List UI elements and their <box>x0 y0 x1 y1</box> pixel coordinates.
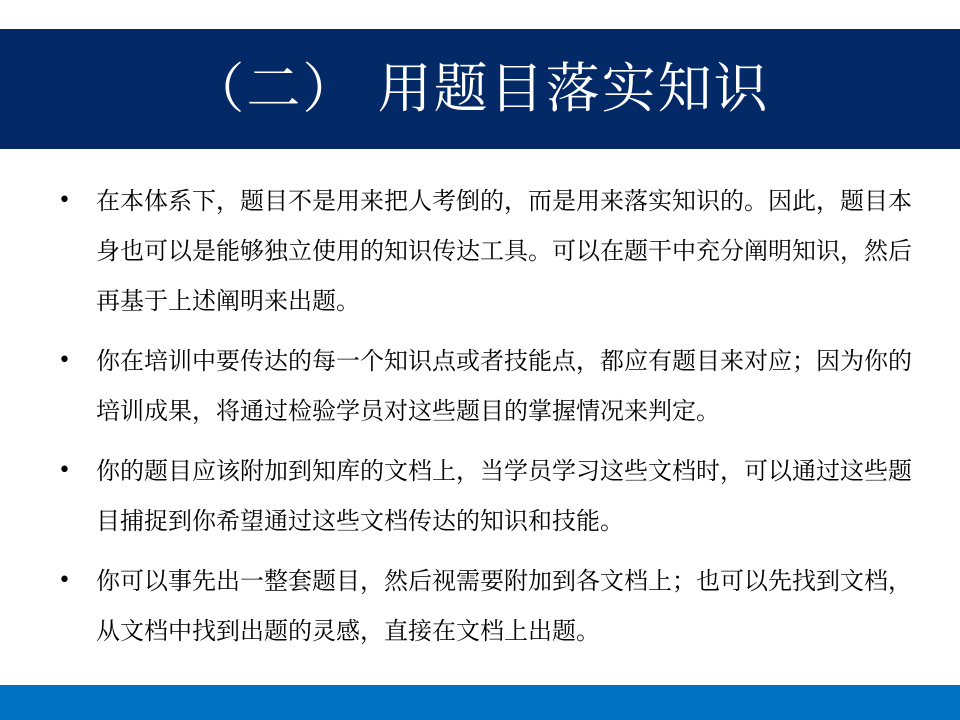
bullet-item <box>58 336 918 436</box>
bullet-icon: • <box>58 348 71 373</box>
bullet-item <box>58 556 918 656</box>
bullet-text: 在本体系下，题目不是用来把人考倒的，而是用来落实知识的。因此，题目本身也可以是能够独立使用的知识传达工具。可以在题干中充分阐明知识，然后再基于上述阐明来出题。 <box>96 187 912 315</box>
bullet-icon: • <box>58 188 71 213</box>
title-bar <box>0 29 960 149</box>
bottom-bar <box>0 685 960 720</box>
bullet-item <box>58 176 918 326</box>
slide-title: （二） 用题目落实知识 <box>190 57 770 120</box>
bullet-text: 你在培训中要传达的每一个知识点或者技能点，都应有题目来对应；因为你的培训成果，将通过检验学员对这些题目的掌握情况来判定。 <box>96 347 912 425</box>
bullet-list <box>58 176 918 666</box>
bullet-item <box>58 446 918 546</box>
bullet-text: 你的题目应该附加到知库的文档上，当学员学习这些文档时，可以通过这些题目捕捉到你希望通过这些文档传达的知识和技能。 <box>96 457 912 535</box>
bullet-icon: • <box>58 458 71 483</box>
bullet-text: 你可以事先出一整套题目，然后视需要附加到各文档上；也可以先找到文档，从文档中找到出题的灵感，直接在文档上出题。 <box>96 567 912 645</box>
bullet-icon: • <box>58 568 71 593</box>
